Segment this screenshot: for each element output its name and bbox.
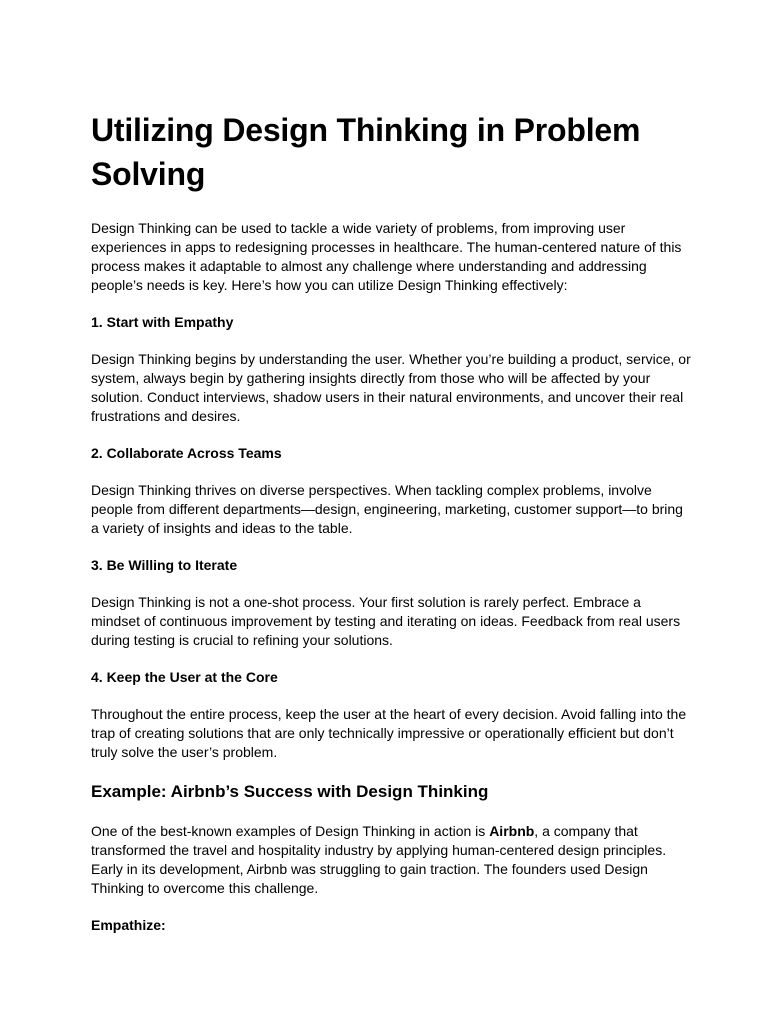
step-3-heading: 3. Be Willing to Iterate (91, 557, 238, 573)
step-2-paragraph: Design Thinking thrives on diverse perspectives. When tackling complex problems, involve people from different departments—design, engineering, marketing, customer support—to bring a variety of insights and ideas to the table. (91, 482, 683, 536)
example-heading: Example: Airbnb’s Success with Design Thinking (91, 782, 489, 801)
step-1-paragraph: Design Thinking begins by understanding the user. Whether you’re building a product, service, or system, always begin by gathering insights directly from those who will be affected by your solution. Conduct interviews, shadow users in their natural environments, and uncover their real frustrations and desires. (91, 351, 691, 424)
example-paragraph (91, 822, 691, 898)
page-title: Utilizing Design Thinking in Problem Solving (91, 112, 641, 192)
example-text-before: One of the best-known examples of Design Thinking in action is (91, 823, 490, 839)
step-4-paragraph: Throughout the entire process, keep the user at the heart of every decision. Avoid falling into the trap of creating solutions that are only technically impressive or operationally efficient but don’t truly solve the user’s problem. (91, 706, 687, 760)
example-text-after: , a company that transformed the travel and hospitality industry by applying human-centered design principles. Early in its development, Airbnb was struggling to gain traction. The founders used Design Thinking to overcome this challenge. (91, 823, 667, 896)
example-emphasis-airbnb: Airbnb (489, 823, 535, 839)
empathize-subheading: Empathize: (91, 917, 166, 933)
intro-paragraph: Design Thinking can be used to tackle a wide variety of problems, from improving user experiences in apps to redesigning processes in healthcare. The human-centered nature of this process makes it adaptable to almost any challenge where understanding and addressing people’s needs is key. Here’s how you can utilize Design Thinking effectively: (91, 220, 682, 293)
step-3-paragraph: Design Thinking is not a one-shot process. Your first solution is rarely perfect. Embrace a mindset of continuous improvement by testing and iterating on ideas. Feedback from real users during testing is crucial to refining your solutions. (91, 594, 681, 648)
document-page (91, 108, 691, 953)
step-2-heading: 2. Collaborate Across Teams (91, 445, 282, 461)
step-1-heading: 1. Start with Empathy (91, 314, 234, 330)
step-4-heading: 4. Keep the User at the Core (91, 669, 278, 685)
